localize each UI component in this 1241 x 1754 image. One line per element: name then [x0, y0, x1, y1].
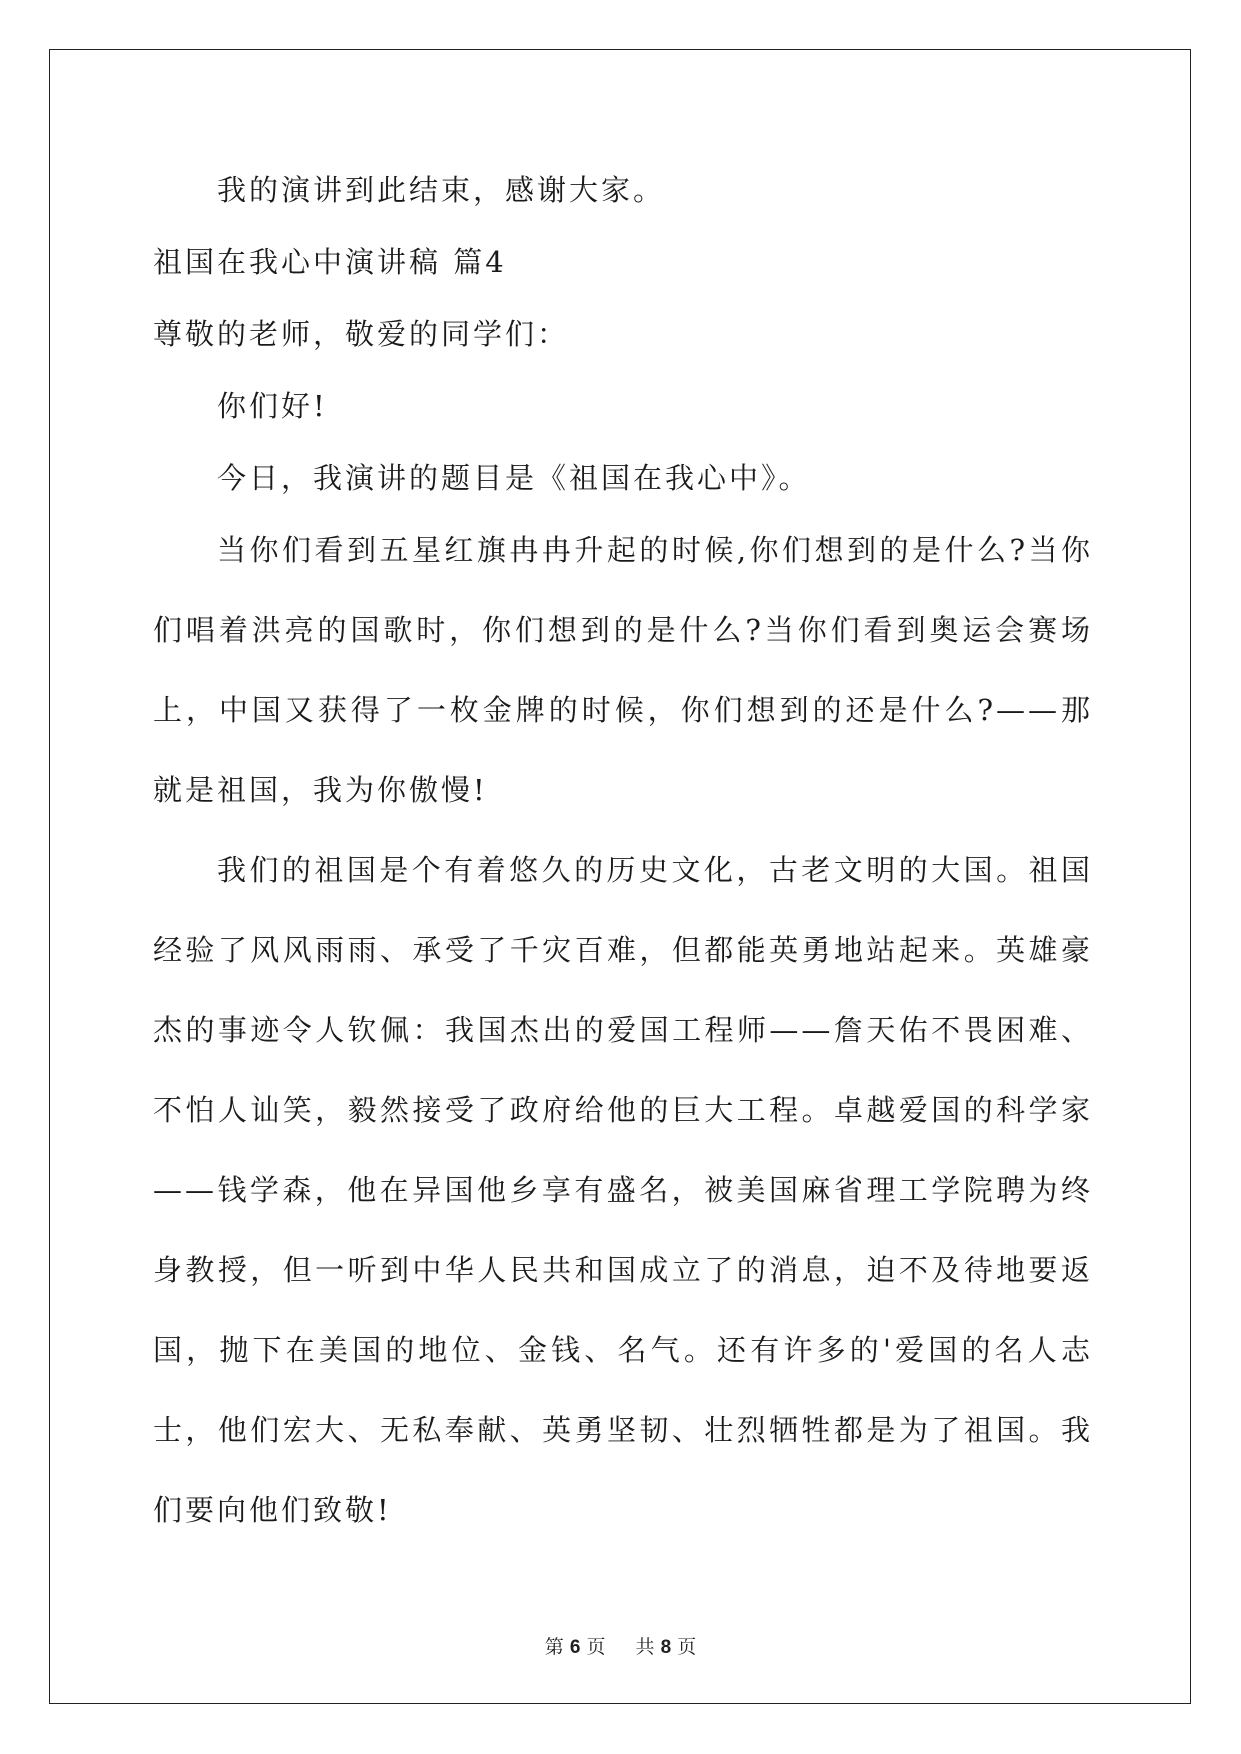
page-prefix: 第 [544, 1636, 564, 1658]
closing-line: 我的演讲到此结束，感谢大家。 [217, 173, 666, 207]
paragraph-1: 当你们看到五星红旗冉冉升起的时候,你们想到的是什么?当你们唱着洪亮的国歌时，你们想到的是什么?当你们看到奥运会赛场上，中国又获得了一枚金牌的时候，你们想到的还是什么?——那就是祖国，我为你傲慢! [153, 533, 1093, 807]
section-heading: 祖国在我心中演讲稿 篇4 [153, 245, 507, 279]
paragraph-2: 我们的祖国是个有着悠久的历史文化，古老文明的大国。祖国经验了风风雨雨、承受了千灾百难，但都能英勇地站起来。英雄豪杰的事迹令人钦佩：我国杰出的爱国工程师——詹天佑不畏困难、不怕人讪笑，毅然接受了政府给他的巨大工程。卓越爱国的科学家——钱学森，他在异国他乡享有盛名，被美国麻省理工学院聘为终身教授，但一听到中华人民共和国成立了的消息，迫不及待地要返国，抛下在美国的地位、金钱、名气。还有许多的'爱国的名人志士，他们宏大、无私奉献、英勇坚韧、壮烈牺牲都是为了祖国。我们要向他们致敬! [153, 853, 1093, 1527]
page-footer [0, 1632, 1241, 1659]
page-current: 6 [569, 1637, 581, 1658]
topic-line: 今日，我演讲的题目是《祖国在我心中》。 [217, 461, 811, 495]
salutation: 尊敬的老师，敬爱的同学们： [153, 317, 570, 351]
page-suffix: 页 [586, 1636, 606, 1658]
greeting: 你们好! [217, 389, 328, 423]
total-prefix: 共 [635, 1636, 655, 1658]
total-suffix: 页 [677, 1636, 697, 1658]
page-total: 8 [660, 1637, 672, 1658]
